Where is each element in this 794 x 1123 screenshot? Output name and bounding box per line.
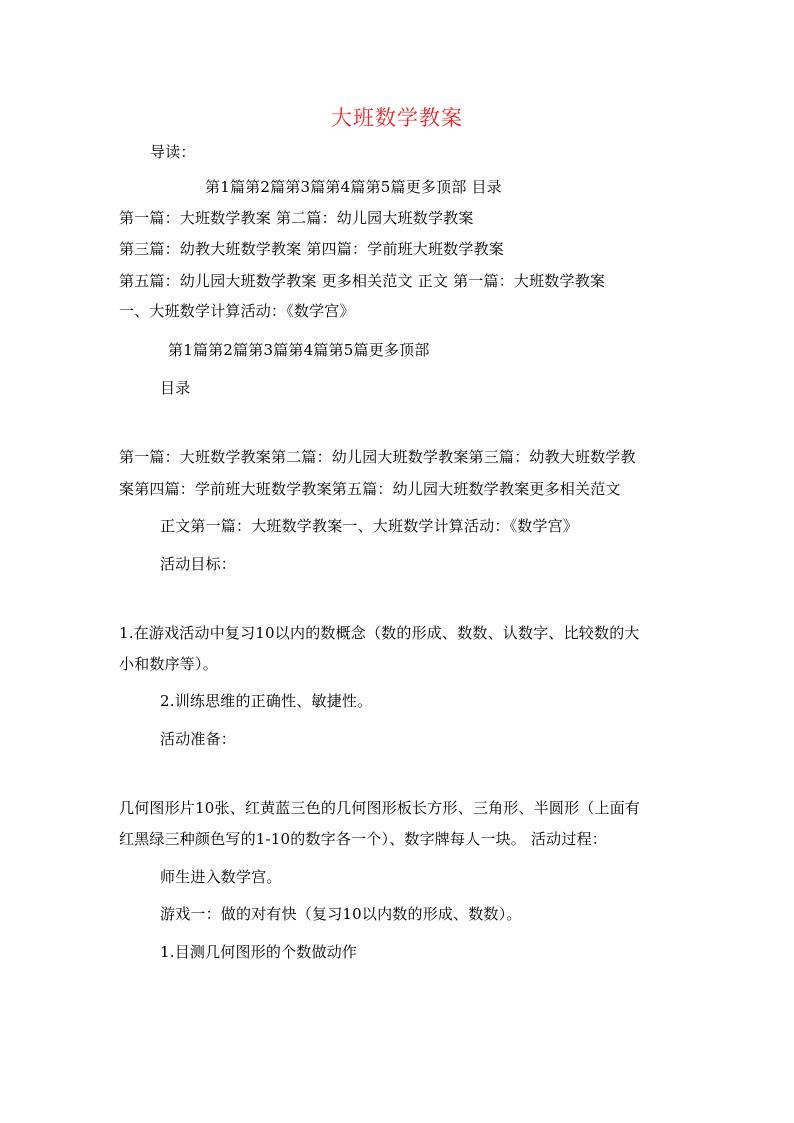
preparation-line-1: 几何图形片10张、红黄蓝三色的几何图形板长方形、三角形、半圆形（上面有 [119,799,641,817]
body-heading: 正文第一篇：大班数学教案一、大班数学计算活动：《数学宫》 [160,517,579,535]
goal-1-line-2: 小和数序等）。 [119,655,218,673]
game-1-step-1: 1.目测几何图形的个数做动作 [160,943,358,961]
goal-2: 2.训练思维的正确性、敏捷性。 [160,692,373,710]
toc-label: 目录 [160,379,191,397]
toc-nav-line-2: 第1篇第2篇第3篇第4篇第5篇更多顶部 [168,341,430,359]
game-1-heading: 游戏一：做的对有快（复习10以内数的形成、数数）。 [160,905,522,923]
toc-nav-line: 第1篇第2篇第3篇第4篇第5篇更多顶部 目录 [205,178,502,196]
preparation-line-2: 红黑绿三种颜色写的1-10的数字各一个）、数字牌每人一块。 活动过程： [119,830,607,848]
toc-line-3: 第五篇：幼儿园大班数学教案 更多相关范文 正文 第一篇：大班数学教案 [119,272,606,290]
goals-label: 活动目标： [160,555,237,573]
toc-paragraph-line-2: 案第四篇：学前班大班数学教案第五篇：幼儿园大班数学教案更多相关范文 [119,480,621,498]
section-heading: 一、大班数学计算活动：《数学宫》 [119,302,355,320]
toc-paragraph-line-1: 第一篇：大班数学教案第二篇：幼儿园大班数学教案第三篇：幼教大班数学教 [119,448,636,466]
preparation-label: 活动准备： [160,730,237,748]
toc-line-2: 第三篇：幼教大班数学教案 第四篇：学前班大班数学教案 [119,240,504,258]
process-step-intro: 师生进入数学宫。 [160,868,282,886]
intro-label: 导读： [150,143,196,161]
document-title: 大班数学教案 [331,106,463,130]
toc-line-1: 第一篇：大班数学教案 第二篇：幼儿园大班数学教案 [119,209,474,227]
goal-1-line-1: 1.在游戏活动中复习10以内的数概念（数的形成、数数、认数字、比较数的大 [119,624,640,642]
